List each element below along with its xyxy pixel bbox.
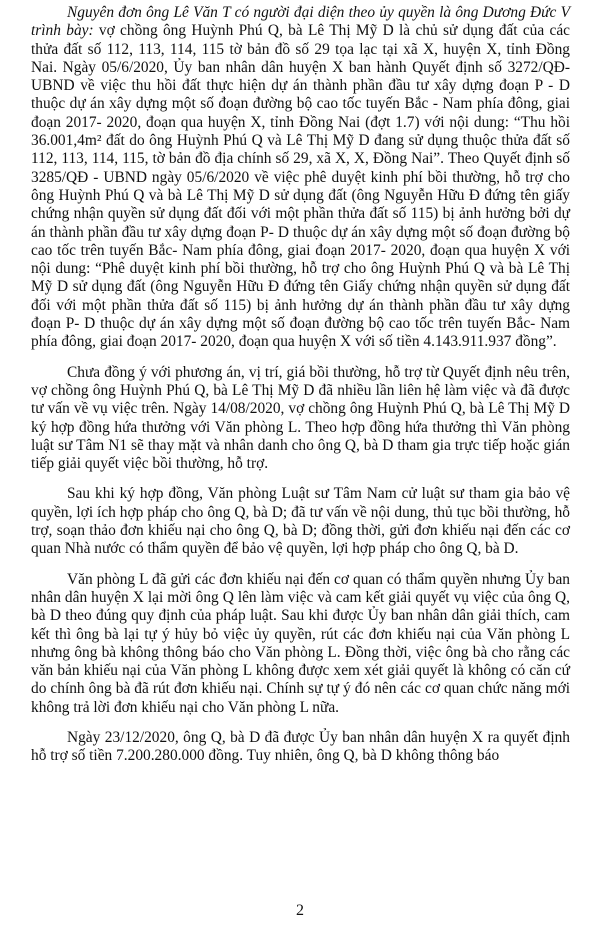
plaintiff-statement-text: vợ chồng ông Huỳnh Phú Q, bà Lê Thị Mỹ D là chủ sử dụng đất của các thửa đất số 112, 113, 114, 115 tờ bản đồ số 29 tọa lạc tại xã X, huyện X, tỉnh Đồng Nai. Ngày 05/6/2020, Ủy ban nhân dân huyện X ban hành Quyết định số 3272/QĐ- UBND về việc thu hồi đất thực hiện dự án thành phần đầu tư xây dựng đoạn P - D thuộc dự án xây dựng một số đoạn đường bộ cao tốc tuyến Bắc - Nam phía đông, giai đoạn 2017- 2020, đoạn qua huyện X, tỉnh Đồng Nai (đợt 1.7) với nội dung: “Thu hồi 36.001,4m² đất do ông Huỳnh Phú Q và Lê Thị Mỹ D đang sử dụng thuộc thửa đất số 112, 113, 114, 115, tờ bản đồ địa chính số 29, xã X, X, Đồng Nai”. Theo Quyết định số 3285/QĐ - UBND ngày 05/6/2020 về việc phê duyệt kinh phí bồi thường, hỗ trợ cho ông Huỳnh Phú Q và bà Lê Thị Mỹ D sử dụng đất (ông Nguyễn Hữu Đ đứng tên giấy chứng nhận quyền sử dụng đất đối với một phần thửa đất số 115) bị ảnh hưởng bởi dự án thành phần đầu tư xây dựng đoạn P- D thuộc dự án xây dựng một số đoạn đường bộ cao tốc trên tuyến Bắc- Nam phía đông, giai đoạn 2017- 2020, đoạn qua huyện X với nội dung: “Phê duyệt kinh phí bồi thường, hỗ trợ cho ông Huỳnh Phú Q và bà Lê Thị Mỹ D sử dụng đất (ông Nguyễn Hữu Đ đứng tên Giấy chứng nhận quyền sử dụng đất đối với một phần thửa đất số 115) bị ảnh hưởng dự án thành phần đầu tư xây dựng đoạn P- D thuộc dự án xây dựng một số đoạn đường bộ cao tốc trên tuyến Bắc- Nam phía đông, giai đoạn 2017- 2020, đoạn qua huyện X với số tiền 4.143.911.937 đồng”.	[31, 22, 570, 351]
plaintiff-intro: Nguyên đơn ông Lê Văn T có người đại diện theo ủy quyền là ông Dương Đức V trình bày:	[31, 4, 570, 40]
paragraph-disagreement: Chưa đồng ý với phương án, vị trí, giá bồi thường, hỗ trợ từ Quyết định nêu trên, vợ chồng ông Huỳnh Phú Q, bà Lê Thị Mỹ D đã nhiều lần liên hệ làm việc và đã được tư vấn về vụ việc trên. Ngày 14/08/2020, vợ chồng ông Huỳnh Phú Q, bà Lê Thị Mỹ D ký hợp đồng hứa thưởng với Văn phòng L. Theo hợp đồng hứa thưởng thì Văn phòng luật sư Tâm N1 sẽ thay mặt và nhân danh cho ông Q, bà D tham gia trực tiếp hoặc gián tiếp giải quyết việc bồi thường, hỗ trợ.	[31, 363, 570, 473]
paragraph-support-decision: Ngày 23/12/2020, ông Q, bà D đã được Ủy ban nhân dân huyện X ra quyết định hỗ trợ số tiền 7.200.280.000 đồng. Tuy nhiên, ông Q, bà D không thông báo	[31, 728, 570, 765]
paragraph-lawyer-assignment: Sau khi ký hợp đồng, Văn phòng Luật sư Tâm Nam cử luật sư tham gia bảo vệ quyền, lợi ích hợp pháp cho ông Q, bà D; đã tư vấn về nội dung, thủ tục bồi thường, hỗ trợ, soạn thảo đơn khiếu nại cho ông Q, bà D; đồng thời, gửi đơn khiếu nại đến các cơ quan Nhà nước có thẩm quyền để bảo vệ quyền, lợi hợp pháp cho ông Q, bà D.	[31, 485, 570, 558]
paragraph-complaint-withdrawal: Văn phòng L đã gửi các đơn khiếu nại đến cơ quan có thẩm quyền nhưng Ủy ban nhân dân huyện X lại mời ông Q lên làm việc và cam kết giải quyết vụ việc của ông Q, bà D theo đúng quy định của pháp luật. Sau khi được Ủy ban nhân dân giải thích, cam kết thì ông bà lại tự ý hủy bỏ việc ủy quyền, rút các đơn khiếu nại của Văn phòng L nhưng ông bà không thông báo cho Văn phòng L. Đồng thời, việc ông bà cho rằng các văn bản khiếu nại của Văn phòng L không được xem xét giải quyết là không có căn cứ do chính ông bà đã rút đơn khiếu nại. Chính sự tự ý đó nên các cơ quan chức năng mới không trả lời đơn khiếu nại cho Văn phòng L nữa.	[31, 570, 570, 716]
paragraph-plaintiff-statement	[31, 4, 570, 352]
page-number: 2	[296, 902, 304, 919]
